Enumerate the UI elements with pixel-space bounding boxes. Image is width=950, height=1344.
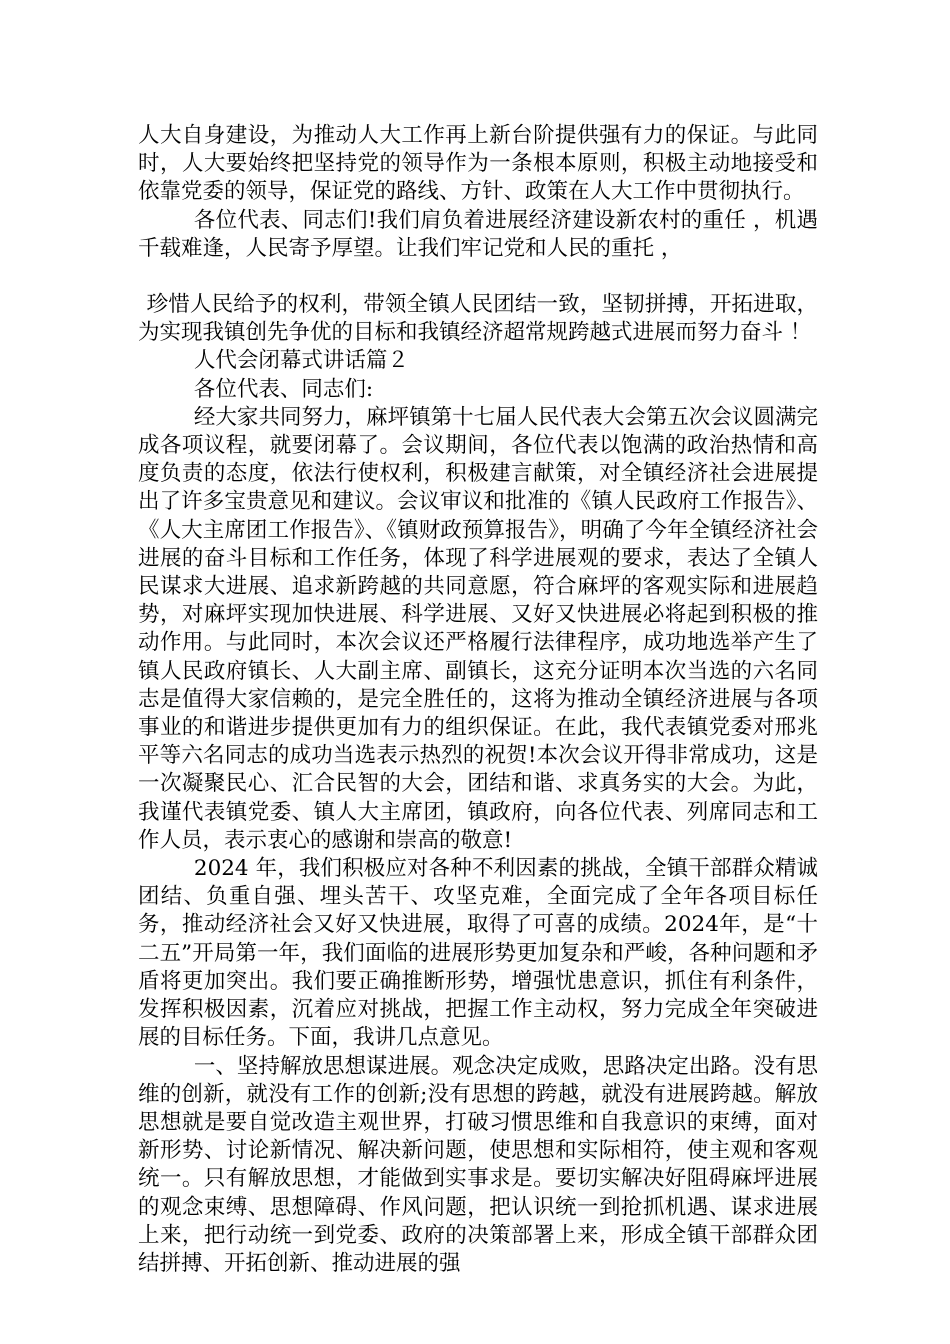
document-page [138,122,818,1278]
paragraph: 人大自身建设，为推动人大工作再上新台阶提供强有力的保证。与此同时，人大要始终把坚持党的领导作为一条根本原则，积极主动地接受和依靠党委的领导，保证党的路线、方针、政策在人大工作中贯彻执行。 [138,123,818,205]
paragraph: 一、坚持解放思想谋进展。观念决定成败，思路决定出路。没有思维的创新，就没有工作的创新;没有思想的跨越，就没有进展跨越。解放思想就是要自觉改造主观世界，打破习惯思维和自我意识的束缚，面对新形势、讨论新情况、解决新问题，使思想和实际相符，使主观和客观统一。只有解放思想，才能做到实事求是。要切实解决好阻碍麻坪进展的观念束缚、思想障碍、作风问题，把认识统一到抢抓机遇、谋求进展上来，把行动统一到党委、政府的决策部署上来，形成全镇干部群众团结拼搏、开拓创新、推动进展的强 [138,1053,818,1276]
paragraph: 2024 年，我们积极应对各种不利因素的挑战，全镇干部群众精诚团结、负重自强、埋头苦干、攻坚克难，全面完成了全年各项目标任务，推动经济社会又好又快进展，取得了可喜的成绩。2024年，是“十二五”开局第一年，我们面临的进展形势更加复杂和严峻，各种问题和矛盾将更加突出。我们要正确推断形势，增强忧患意识，抓住有利条件，发挥积极因素，沉着应对挑战，把握工作主动权，努力完成全年突破进展的目标任务。下面，我讲几点意见。 [138,856,818,1051]
salutation: 各位代表、同志们: [193,376,374,402]
paragraph: 各位代表、同志们!我们肩负着进展经济建设新农村的重任 ，机遇千载难逢，人民寄予厚望。让我们牢记党和人民的重托 ， [138,207,818,261]
section-heading: 人代会闭幕式讲话篇２ [193,348,409,374]
paragraph: 经大家共同努力，麻坪镇第十七届人民代表大会第五次会议圆满完成各项议程，就要闭幕了。会议期间，各位代表以饱满的政治热情和高度负责的态度，依法行使权利，积极建言献策，对全镇经济社会进展提出了许多宝贵意见和建议。会议审议和批准的《镇人民政府工作报告》、《人大主席团工作报告》、《镇财政预算报告》，明确了今年全镇经济社会进展的奋斗目标和工作任务，体现了科学进展观的要求，表达了全镇人民谋求大进展、追求新跨越的共同意愿，符合麻坪的客观实际和进展趋势，对麻坪实现加快进展、科学进展、又好又快进展必将起到积极的推动作用。与此同时，本次会议还严格履行法律程序，成功地选举产生了镇人民政府镇长、人大副主席、副镇长，这充分证明本次当选的六名同志是值得大家信赖的，是完全胜任的，这将为推动全镇经济进展与各项事业的和谐进步提供更加有力的组织保证。在此，我代表镇党委对邢兆平等六名同志的成功当选表示热烈的祝贺!本次会议开得非常成功，这是一次凝聚民心、汇合民智的大会，团结和谐、求真务实的大会。为此，我谨代表镇党委、镇人大主席团，镇政府，向各位代表、列席同志和工作人员，表示衷心的感谢和崇高的敬意! [138,404,818,853]
blank-line [138,263,818,291]
paragraph: 珍惜人民给予的权利，带领全镇人民团结一致，坚韧拼搏，开拓进取，为实现我镇创先争优的目标和我镇经济超常规跨越式进展而努力奋斗 ！ [138,292,818,346]
